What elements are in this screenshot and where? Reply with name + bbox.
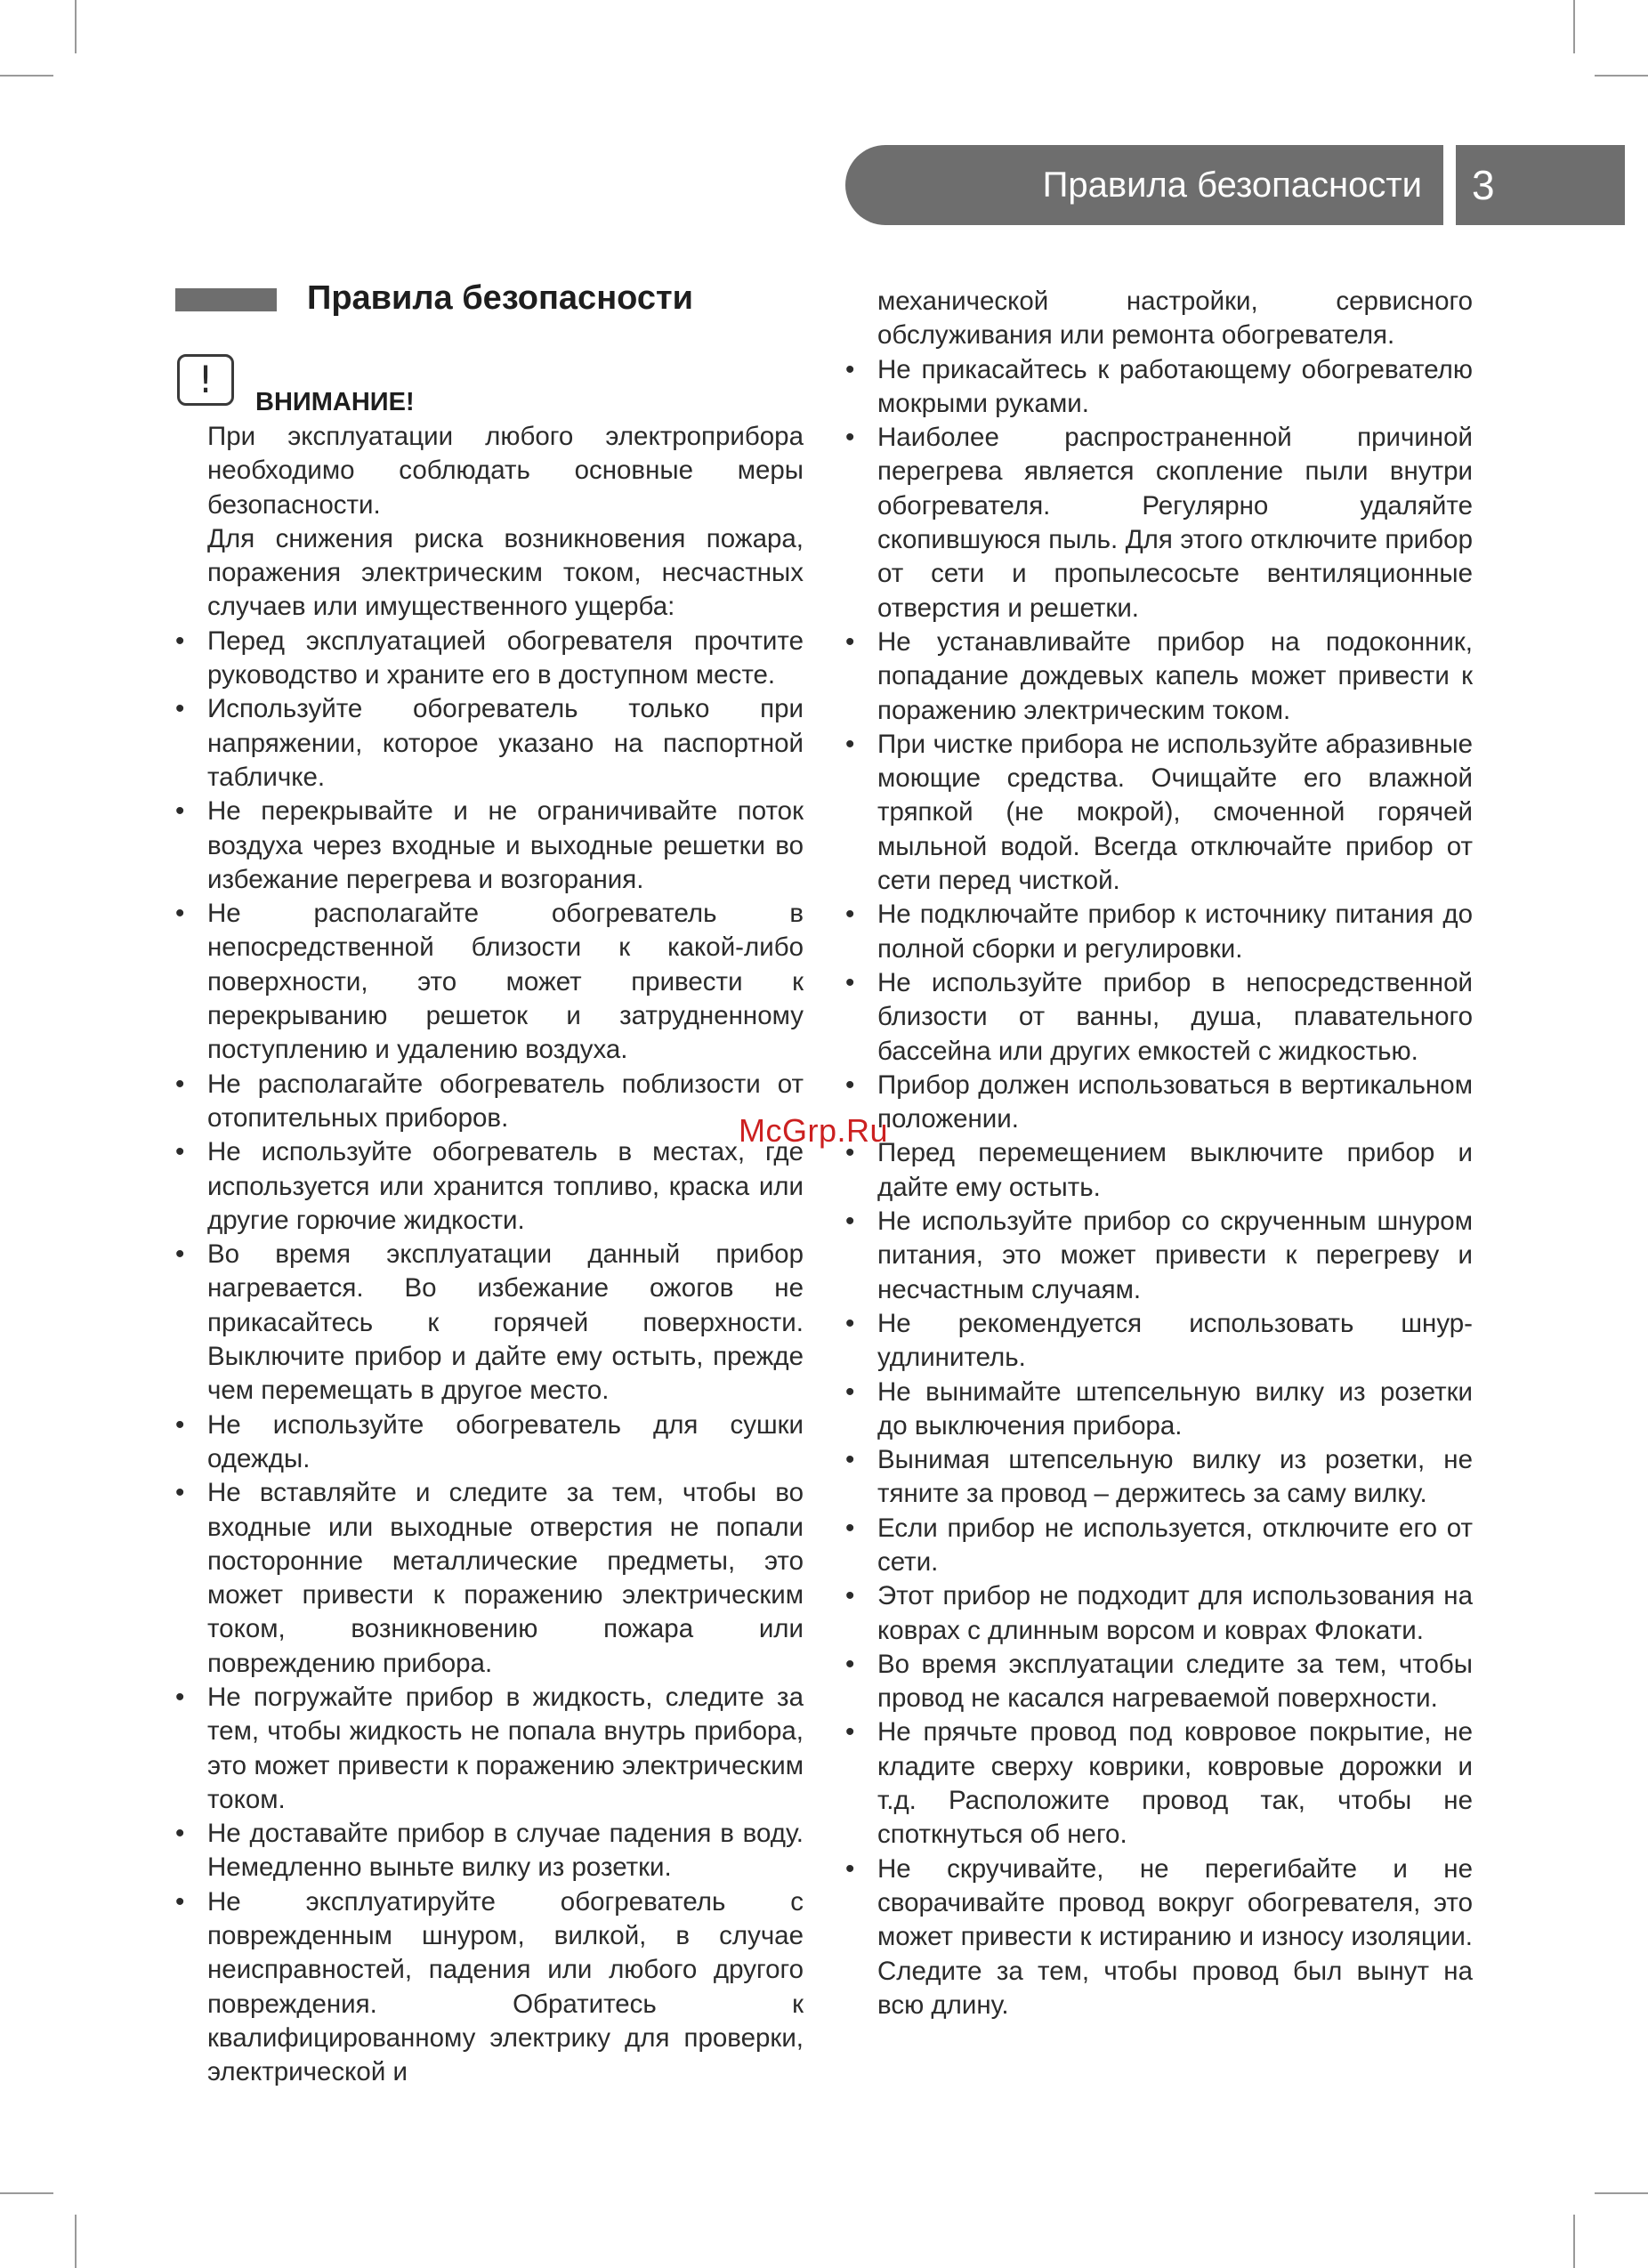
list-item: • Во время эксплуатации данный прибор нагревается. Во избежание ожогов не прикасайтесь к горячей поверхности. Выключите прибор и дайте ему остыть, прежде чем перемещать в другое место. [175, 1238, 804, 1408]
continuation-text: механической настройки, сервисного обслуживания или ремонта обогревателя. [877, 287, 1473, 351]
left-bullet-list [175, 625, 804, 2090]
list-item: • Не эксплуатируйте обогреватель с поврежденным шнуром, вилкой, в случае неисправностей, падения или любого другого повреждения. Обратитесь к квалифицированному электрику для проверки, электрической и [175, 1885, 804, 2090]
list-item: • Перед перемещением выключите прибор и дайте ему остыть. [845, 1136, 1473, 1205]
list-item: • Не подключайте прибор к источнику питания до полной сборки и регулировки. [845, 898, 1473, 966]
crop-mark [75, 2215, 77, 2268]
crop-mark [1595, 2192, 1648, 2194]
list-item: • Прибор должен использоваться в вертикальном положении. [845, 1069, 1473, 1137]
list-item: • Не рекомендуется использовать шнур-удлинитель. [845, 1307, 1473, 1376]
warning-paragraph: Для снижения риска возникновения пожара, поражения электрическим током, несчастных случаев или имущественного ущерба: [207, 523, 804, 622]
list-item: • Перед эксплуатацией обогревателя прочтите руководство и храните его в доступном месте. [175, 625, 804, 693]
right-bullet-list [845, 353, 1473, 2023]
section-title: Правила безопасности [307, 279, 693, 317]
list-item: • Не скручивайте, не перегибайте и не сворачивайте провод вокруг обогревателя, это может привести к истиранию и износу изоляции. Следите за тем, чтобы провод был вынут на всю длину. [845, 1852, 1473, 2022]
list-item: • Не вставляйте и следите за тем, чтобы во входные или выходные отверстия не попали посторонние металлические предметы, это может привести к поражению электрическим током, возникновению пожара или повреждению прибора. [175, 1476, 804, 1681]
list-item: • Не вынимайте штепсельную вилку из розетки до выключения прибора. [845, 1376, 1473, 1444]
crop-mark [0, 2192, 53, 2194]
warning-title: ВНИМАНИЕ! [255, 388, 415, 416]
list-item: • Не прячьте провод под ковровое покрытие, не кладите сверху коврики, ковровые дорожки и т.д. Расположите провод так, чтобы не споткнуться об него. [845, 1715, 1473, 1852]
list-item: • Вынимая штепсельную вилку из розетки, не тяните за провод – держитесь за саму вилку. [845, 1443, 1473, 1512]
section-title-bar [175, 288, 277, 311]
right-column [845, 285, 1473, 2022]
exclamation-icon: ! [177, 354, 234, 406]
page-number: 3 [1456, 145, 1625, 225]
list-item: • Используйте обогреватель только при напряжении, которое указано на паспортной табличке. [175, 692, 804, 795]
warning-paragraph: При эксплуатации любого электроприбора необходимо соблюдать основные меры безопасности. [207, 422, 804, 520]
left-column [175, 420, 804, 2090]
crop-mark [0, 75, 53, 77]
crop-mark [75, 0, 77, 53]
list-item: • Не перекрывайте и не ограничивайте поток воздуха через входные и выходные решетки во избежание перегрева и возгорания. [175, 795, 804, 897]
crop-mark [1573, 2215, 1575, 2268]
list-item: • Этот прибор не подходит для использования на коврах с длинным ворсом и коврах Флокати. [845, 1579, 1473, 1648]
crop-mark [1573, 0, 1575, 53]
list-item: • Наиболее распространенной причиной перегрева является скопление пыли внутри обогревателя. Регулярно удаляйте скопившуюся пыль. Для этого отключите прибор от сети и пропылесосьте вентиляционные отверстия и решетки. [845, 421, 1473, 626]
list-item: • Если прибор не используется, отключите его от сети. [845, 1512, 1473, 1580]
header-section-label: Правила безопасности [845, 145, 1443, 225]
list-item: • Не используйте обогреватель для сушки одежды. [175, 1408, 804, 1477]
list-item: • Не располагайте обогреватель в непосредственной близости к какой-либо поверхности, это может привести к перекрыванию решеток и затрудненному поступлению и удалению воздуха. [175, 897, 804, 1067]
list-item: • Не используйте прибор со скрученным шнуром питания, это может привести к перегреву и несчастным случаям. [845, 1205, 1473, 1307]
list-item: • Не располагайте обогреватель поблизости от отопительных приборов. [175, 1068, 804, 1136]
list-item: • При чистке прибора не используйте абразивные моющие средства. Очищайте его влажной тряпкой (не мокрой), смоченной горячей мыльной водой. Всегда отключайте прибор от сети перед чисткой. [845, 728, 1473, 898]
list-item: • Не используйте прибор в непосредственной близости от ванны, душа, плавательного бассейна или других емкостей с жидкостью. [845, 966, 1473, 1069]
list-item: • Не используйте обогреватель в местах, где используется или хранится топливо, краска или другие горючие жидкости. [175, 1135, 804, 1238]
crop-mark [1595, 75, 1648, 77]
list-item: • Не прикасайтесь к работающему обогревателю мокрыми руками. [845, 353, 1473, 422]
list-item: • Не погружайте прибор в жидкость, следите за тем, чтобы жидкость не попала внутрь прибора, это может привести к поражению электрическим током. [175, 1681, 804, 1817]
list-item: • Не доставайте прибор в случае падения в воду. Немедленно выньте вилку из розетки. [175, 1817, 804, 1885]
list-item: • Не устанавливайте прибор на подоконник, попадание дождевых капель может привести к поражению электрическим током. [845, 626, 1473, 728]
watermark: McGrp.Ru [739, 1112, 889, 1149]
list-item: • Во время эксплуатации следите за тем, чтобы провод не касался нагреваемой поверхности. [845, 1648, 1473, 1716]
